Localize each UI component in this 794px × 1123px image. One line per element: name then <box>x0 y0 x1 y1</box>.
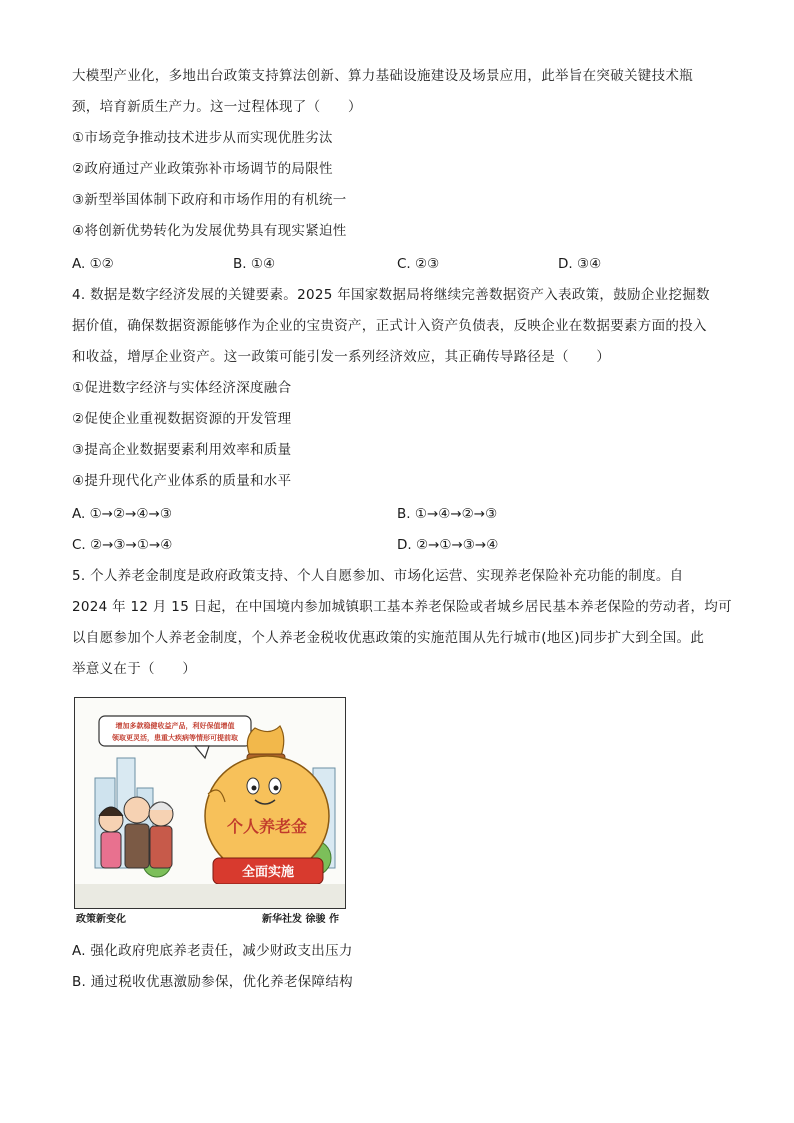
q5-option-b: B. 通过税收优惠激励参保，优化养老保障结构 <box>72 974 353 990</box>
bag-left-pupil <box>252 786 257 791</box>
bag-top <box>247 726 283 756</box>
q4-stem-line-3: 和收益，增厚企业资产。这一政策可能引发一系列经济效应，其正确传导路径是（ ） <box>72 349 611 365</box>
banner-label: 全面实施 <box>241 865 295 880</box>
bubble-text-1: 增加多款稳健收益产品，利好保值增值 <box>115 722 235 730</box>
q3-item-2: ②政府通过产业政策弥补市场调节的局限性 <box>72 161 333 177</box>
q3-option-b: B. ①④ <box>233 256 276 272</box>
ground <box>75 884 345 908</box>
q3-option-a: A. ①② <box>72 256 114 272</box>
q3-option-c: C. ②③ <box>397 256 440 272</box>
q4-item-4: ④提升现代化产业体系的质量和水平 <box>72 473 292 489</box>
grandpa-head <box>124 797 150 823</box>
bag-label: 个人养老金 <box>226 817 308 836</box>
q4-option-c: C. ②→③→①→④ <box>72 537 173 553</box>
q5-stem-line-1: 5. 个人养老金制度是政府政策支持、个人自愿参加、市场化运营、实现养老保险补充功能的制度。自 <box>72 568 684 584</box>
q5-option-a: A. 强化政府兜底养老责任，减少财政支出压力 <box>72 943 353 959</box>
q3-stem-line-1: 大模型产业化，多地出台政策支持算法创新、算力基础设施建设及场景应用，此举旨在突破关键技术瓶 <box>72 68 693 84</box>
q4-option-d: D. ②→①→③→④ <box>397 537 499 553</box>
q5-stem-line-2: 2024 年 12 月 15 日起，在中国境内参加城镇职工基本养老保险或者城乡居民基本养老保险的劳动者，均可 <box>72 599 732 615</box>
q4-item-2: ②促使企业重视数据资源的开发管理 <box>72 411 292 427</box>
q4-stem-line-2: 据价值，确保数据资源能够作为企业的宝贵资产，正式计入资产负债表，反映企业在数据要素方面的投入 <box>72 318 707 334</box>
q3-option-d: D. ③④ <box>558 256 602 272</box>
girl-body <box>101 832 121 868</box>
pension-cartoon <box>74 697 346 909</box>
q5-stem-line-4: 举意义在于（ ） <box>72 661 197 677</box>
q3-item-3: ③新型举国体制下政府和市场作用的有机统一 <box>72 192 347 208</box>
q4-stem-line-1: 4. 数据是数字经济发展的关键要素。2025 年国家数据局将继续完善数据资产入表政策，鼓励企业挖掘数 <box>72 287 710 303</box>
q4-item-1: ①促进数字经济与实体经济深度融合 <box>72 380 292 396</box>
bag-right-pupil <box>274 786 279 791</box>
grandma-body <box>150 826 172 868</box>
cartoon-illustration <box>75 698 345 908</box>
q4-option-b: B. ①→④→②→③ <box>397 506 498 522</box>
grandpa-body <box>125 824 149 868</box>
cartoon-caption-credit: 新华社发 徐骏 作 <box>262 914 339 925</box>
bubble-text-2: 领取更灵活，患重大疾病等情形可提前取 <box>112 734 238 742</box>
speech-bubble-tail <box>195 746 209 758</box>
q3-stem-line-2: 颈，培育新质生产力。这一过程体现了（ ） <box>72 99 362 115</box>
q3-item-1: ①市场竞争推动技术进步从而实现优胜劣汰 <box>72 130 333 146</box>
cartoon-caption-title: 政策新变化 <box>76 914 126 925</box>
q3-item-4: ④将创新优势转化为发展优势具有现实紧迫性 <box>72 223 347 239</box>
q4-option-a: A. ①→②→④→③ <box>72 506 172 522</box>
q4-item-3: ③提高企业数据要素利用效率和质量 <box>72 442 292 458</box>
q5-stem-line-3: 以自愿参加个人养老金制度，个人养老金税收优惠政策的实施范围从先行城市(地区)同步扩大到全国。此 <box>72 630 705 646</box>
